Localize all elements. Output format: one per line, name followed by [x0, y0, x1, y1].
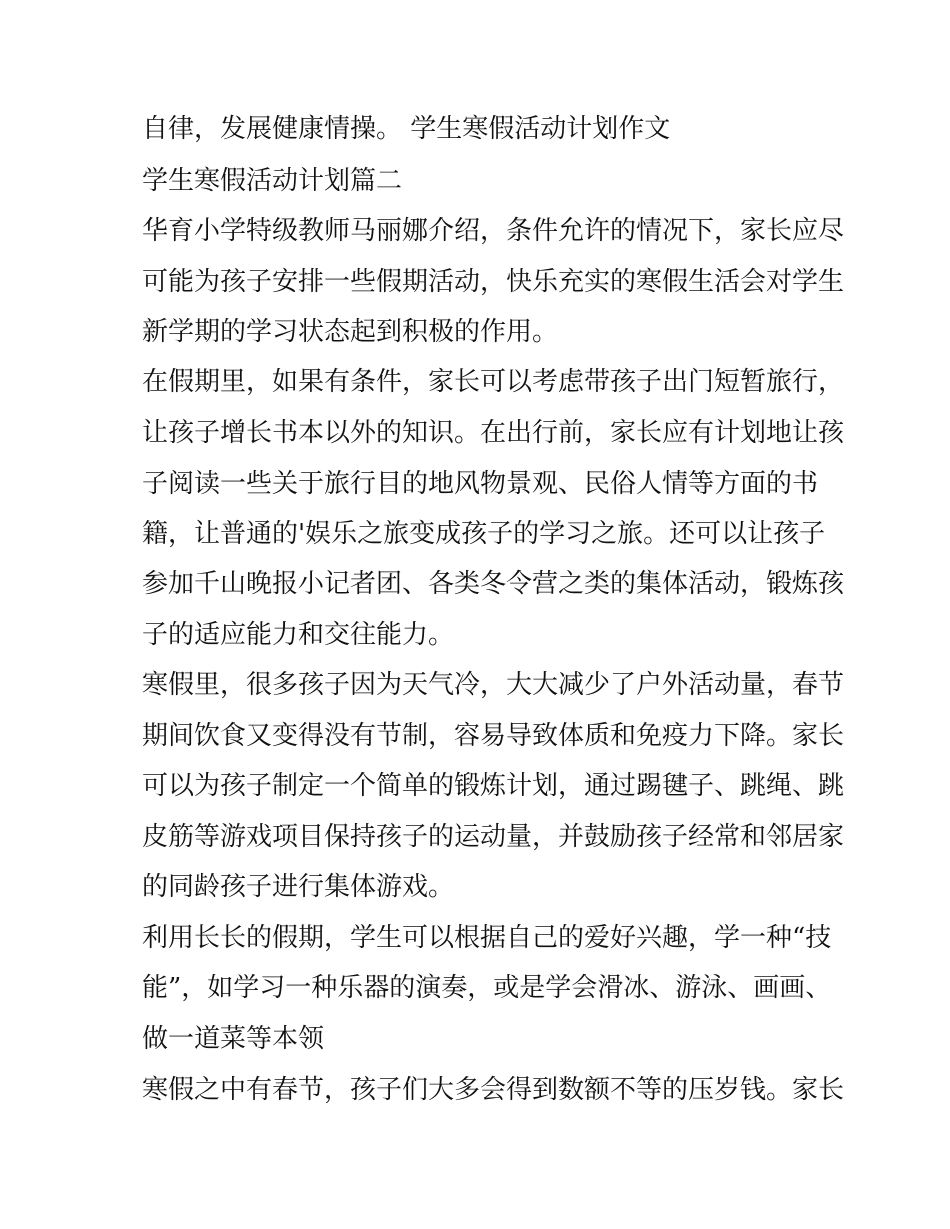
- text-line: 让孩子增长书本以外的知识。在出行前，家长应有计划地让孩: [142, 418, 845, 448]
- text-line: 利用长长的假期，学生可以根据自己的爱好兴趣，学一种“技: [142, 923, 832, 953]
- text-line: 籍，让普通的'娱乐之旅变成孩子的学习之旅。还可以让孩子: [142, 519, 826, 549]
- text-line: 可以为孩子制定一个简单的锻炼计划，通过踢毽子、跳绳、跳: [142, 771, 845, 801]
- text-line: 的同龄孩子进行集体游戏。: [142, 872, 455, 902]
- text-line: 做一道菜等本领: [142, 1024, 325, 1054]
- text-line: 期间饮食又变得没有节制，容易导致体质和免疫力下降。家长: [142, 721, 845, 751]
- text-line-closing: 自律，发展健康情操。 学生寒假活动计划作文: [142, 114, 671, 144]
- text-line: 寒假里，很多孩子因为天气冷，大大减少了户外活动量，春节: [142, 670, 845, 700]
- text-line: 新学期的学习状态起到积极的作用。: [142, 317, 559, 347]
- text-line: 皮筋等游戏项目保持孩子的运动量，并鼓励孩子经常和邻居家: [142, 822, 845, 852]
- text-line: 在假期里，如果有条件，家长可以考虑带孩子出门短暂旅行，: [142, 367, 845, 397]
- text-line: 寒假之中有春节，孩子们大多会得到数额不等的压岁钱。家长: [142, 1075, 845, 1105]
- text-line: 子阅读一些关于旅行目的地风物景观、民俗人情等方面的书: [142, 469, 819, 499]
- text-line: 能”，如学习一种乐器的演奏，或是学会滑冰、游泳、画画、: [142, 973, 832, 1003]
- text-line: 参加千山晚报小记者团、各类冬令营之类的集体活动，锻炼孩: [142, 569, 845, 599]
- text-line: 可能为孩子安排一些假期活动，快乐充实的寒假生活会对学生: [142, 267, 845, 297]
- text-line: 子的适应能力和交往能力。: [142, 620, 455, 650]
- section-heading: 学生寒假活动计划篇二: [142, 166, 403, 196]
- text-line: 华育小学特级教师马丽娜介绍，条件允许的情况下，家长应尽: [142, 216, 845, 246]
